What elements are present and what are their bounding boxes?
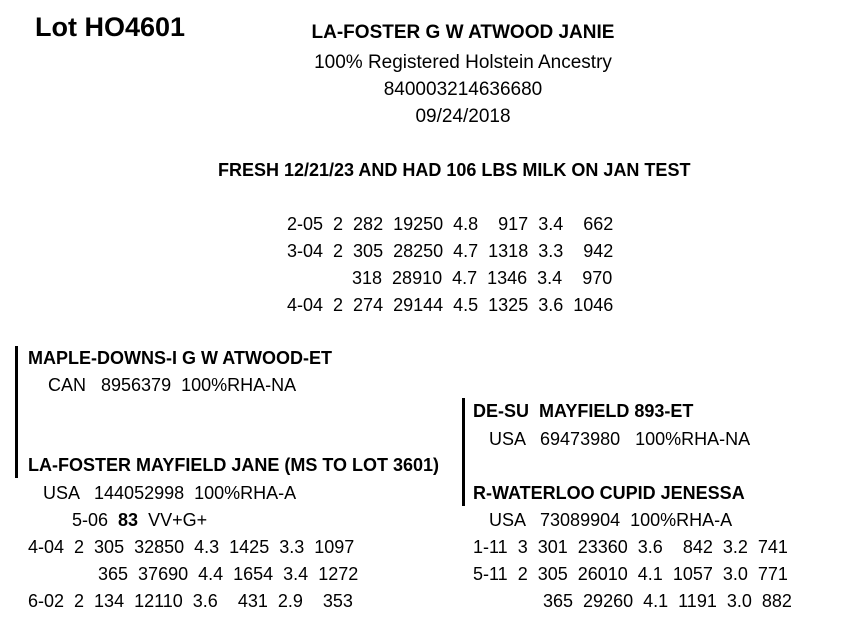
dam-sire-name: DE-SU MAYFIELD 893-ET (473, 401, 694, 421)
animal-id: 840003214636680 (383, 79, 543, 100)
sire-registration: CAN 8956379 100%RHA-NA (48, 375, 297, 395)
class-score: 83 (118, 510, 139, 530)
dam-registration: USA 144052998 100%RHA-A (43, 483, 297, 503)
record-row: 318 28910 4.7 1346 3.4 970 (287, 268, 613, 288)
dam-dam-record-row: 5-11 2 305 26010 4.1 1057 3.0 771 (473, 564, 788, 584)
dam-name: LA-FOSTER MAYFIELD JANE (MS TO LOT 3601) (28, 455, 440, 475)
animal-name: LA-FOSTER G W ATWOOD JANIE (311, 22, 615, 43)
ancestry-text: 100% Registered Holstein Ancestry (314, 52, 612, 73)
dam-sire-registration: USA 69473980 100%RHA-NA (489, 429, 751, 449)
dam-record-row: 365 37690 4.4 1654 3.4 1272 (28, 564, 359, 584)
dam-record-row: 4-04 2 305 32850 4.3 1425 3.3 1097 (28, 537, 355, 557)
class-age: 5-06 (72, 510, 109, 530)
dam-dam-registration: USA 73089904 100%RHA-A (489, 510, 733, 530)
dam-dam-record-row: 365 29260 4.1 1191 3.0 882 (473, 591, 792, 611)
sire-bracket-line (15, 346, 18, 478)
record-row: 3-04 2 305 28250 4.7 1318 3.3 942 (287, 241, 614, 261)
birth-date: 09/24/2018 (415, 106, 511, 127)
dam-classification (72, 510, 207, 531)
dam-dam-name: R-WATERLOO CUPID JENESSA (473, 483, 745, 503)
record-row: 4-04 2 274 29144 4.5 1325 3.6 1046 (287, 295, 614, 315)
sire-name: MAPLE-DOWNS-I G W ATWOOD-ET (28, 348, 332, 368)
dam-record-row: 6-02 2 134 12110 3.6 431 2.9 353 (28, 591, 353, 611)
class-grade: VV+G+ (148, 510, 208, 530)
record-row: 2-05 2 282 19250 4.8 917 3.4 662 (287, 214, 614, 234)
lot-number: Lot HO4601 (35, 12, 186, 42)
dam-dam-record-row: 1-11 3 301 23360 3.6 842 3.2 741 (473, 537, 788, 557)
dam-bracket-line (462, 398, 465, 506)
fresh-note: FRESH 12/21/23 AND HAD 106 LBS MILK ON JAN TEST (218, 160, 691, 180)
